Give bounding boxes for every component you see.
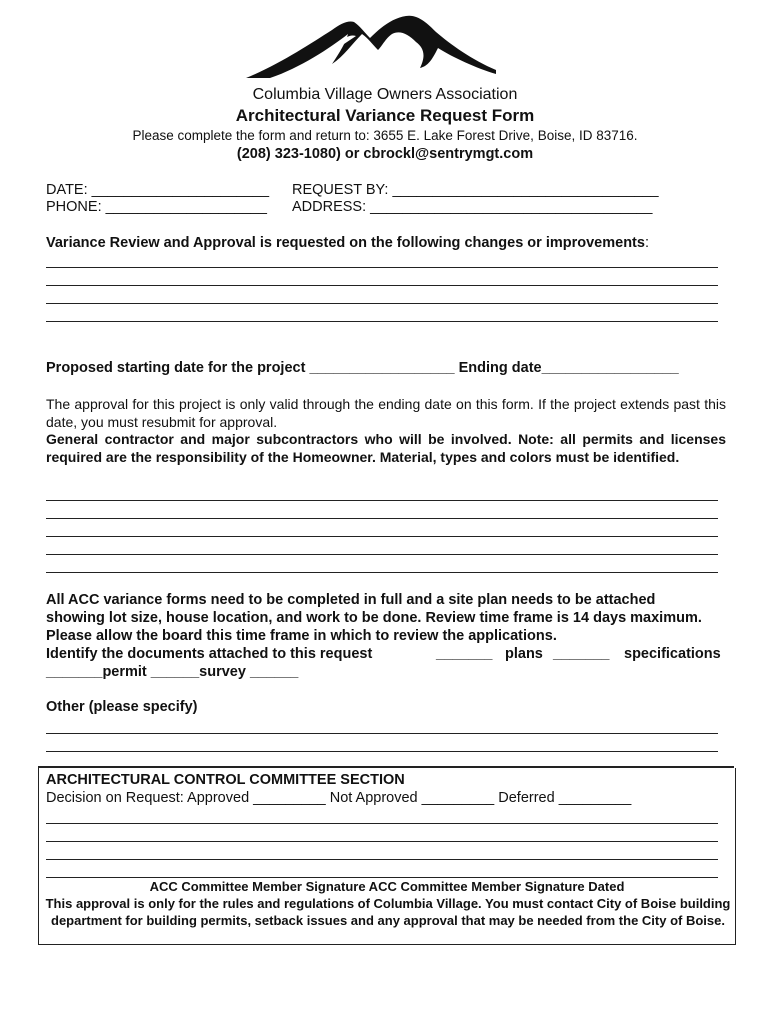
requirements-line-3: Please allow the board this time frame in which to review the applications. bbox=[46, 628, 557, 644]
request-by-field[interactable]: REQUEST BY: _________________________________ bbox=[292, 182, 659, 198]
permit-survey-field[interactable]: _______permit ______survey ______ bbox=[46, 664, 299, 680]
other-line-2[interactable] bbox=[46, 751, 718, 752]
identify-documents-label: Identify the documents attached to this request bbox=[46, 646, 373, 662]
validity-note: The approval for this project is only valid through the ending date on this form. If the project extends past this date, you must resubmit for approval. bbox=[46, 396, 726, 430]
acc-heading: ARCHITECTURAL CONTROL COMMITTEE SECTION bbox=[46, 772, 405, 788]
address-field[interactable]: ADDRESS: ___________________________________ bbox=[292, 199, 653, 215]
requirements-line-1 bbox=[46, 592, 726, 608]
other-line-1[interactable] bbox=[46, 733, 718, 734]
documents-blank-2[interactable]: _______ bbox=[553, 646, 610, 662]
mountain-logo bbox=[240, 14, 500, 82]
acc-disclaimer: This approval is only for the rules and regulations of Columbia Village. You must contact City of Boise building department for building permits, setback issues and any approval that may be needed from the City of Boise. bbox=[45, 896, 731, 928]
contractors-line-5[interactable] bbox=[46, 572, 718, 573]
variance-line-4[interactable] bbox=[46, 321, 718, 322]
acc-signatures-label: ACC Committee Member Signature ACC Committee Member Signature Dated bbox=[149, 879, 625, 894]
contact-info: (208) 323-1080) or cbrockl@sentrymgt.com bbox=[236, 146, 534, 162]
acc-line-2[interactable] bbox=[46, 841, 718, 842]
acc-decision-field[interactable]: Decision on Request: Approved _________ Not Approved _________ Deferred _________ bbox=[46, 790, 632, 806]
contractors-note: General contractor and major subcontractors who will be involved. Note: all permits and licenses required are the responsibility of the Homeowner. Material, types and colors must be identified. bbox=[46, 431, 726, 465]
plans-label: plans bbox=[505, 646, 543, 662]
variance-label-text: Variance Review and Approval is requested on the following changes or improvements bbox=[46, 235, 645, 251]
contractors-line-4[interactable] bbox=[46, 554, 718, 555]
contractors-line-2[interactable] bbox=[46, 518, 718, 519]
form-title: Architectural Variance Request Form bbox=[235, 106, 535, 125]
project-dates-field[interactable]: Proposed starting date for the project __________________ Ending date_________________ bbox=[46, 360, 679, 376]
acc-line-1[interactable] bbox=[46, 823, 718, 824]
specifications-label: specifications bbox=[624, 646, 721, 662]
other-label: Other (please specify) bbox=[46, 699, 198, 715]
variance-line-1[interactable] bbox=[46, 267, 718, 268]
variance-line-2[interactable] bbox=[46, 285, 718, 286]
contractors-line-1[interactable] bbox=[46, 500, 718, 501]
acc-line-3[interactable] bbox=[46, 859, 718, 860]
contractors-line-3[interactable] bbox=[46, 536, 718, 537]
documents-blank-1[interactable]: _______ bbox=[436, 646, 493, 662]
return-instructions: Please complete the form and return to: 3655 E. Lake Forest Drive, Boise, ID 83716. bbox=[132, 128, 638, 143]
variance-label bbox=[46, 235, 649, 251]
date-field[interactable]: DATE: ______________________ bbox=[46, 182, 274, 198]
variance-label-colon: : bbox=[644, 235, 649, 251]
variance-line-3[interactable] bbox=[46, 303, 718, 304]
phone-field[interactable]: PHONE: ____________________ bbox=[46, 199, 271, 215]
requirements-line-2: showing lot size, house location, and work to be done. Review time frame is 14 days maximum. bbox=[46, 610, 702, 626]
requirements-text-1: All ACC variance forms need to be completed in full and a site plan needs to be attached bbox=[46, 592, 656, 608]
organization-name: Columbia Village Owners Association bbox=[252, 86, 518, 103]
